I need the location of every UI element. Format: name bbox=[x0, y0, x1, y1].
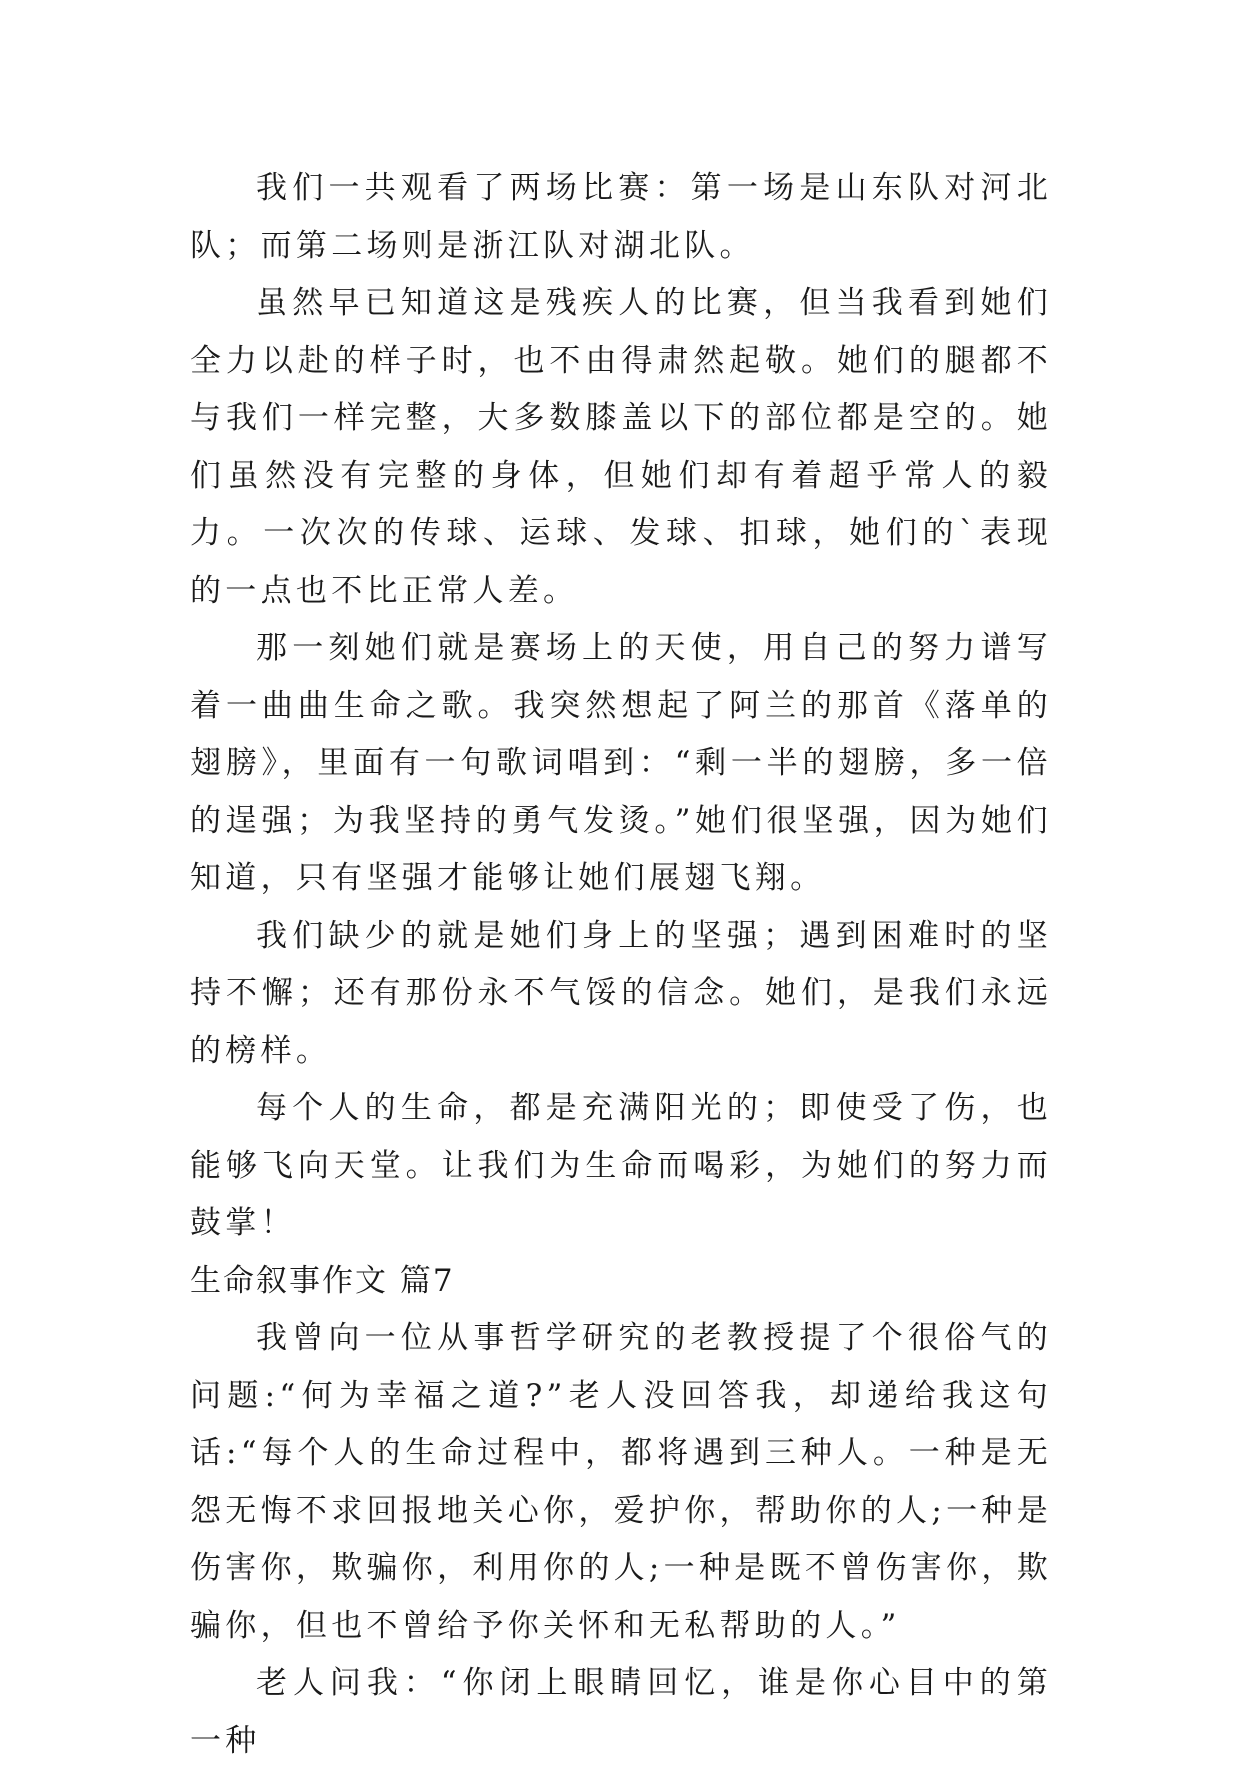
section-heading: 生命叙事作文 篇7 bbox=[190, 1262, 455, 1299]
paragraph-professor: 我曾向一位从事哲学研究的老教授提了个很俗气的问题:“何为幸福之道?”老人没回答我，却递给我这句话:“每个人的生命过程中，都将遇到三种人。一种是无怨无悔不求回报地关心你，爱护你，帮助你的人;一种是伤害你，欺骗你，利用你的人;一种是既不曾伤害你，欺骗你，但也不曾给予你关怀和无私帮助的人。” bbox=[190, 1320, 1052, 1644]
paragraph-angels: 那一刻她们就是赛场上的天使，用自己的努力谱写着一曲曲生命之歌。我突然想起了阿兰的那首《落单的翅膀》，里面有一句歌词唱到：“剩一半的翅膀，多一倍的逞强；为我坚持的勇气发烫。”她们很坚强，因为她们知道，只有坚强才能够让她们展翅飞翔。 bbox=[190, 630, 1052, 896]
paragraph-question: 老人问我：“你闭上眼睛回忆，谁是你心目中的第一种 bbox=[190, 1665, 1052, 1759]
paragraph-sunshine: 每个人的生命，都是充满阳光的；即使受了伤，也能够飞向天堂。让我们为生命而喝彩，为她们的努力而鼓掌！ bbox=[190, 1090, 1052, 1241]
paragraph-role-model: 我们缺少的就是她们身上的坚强；遇到困难时的坚持不懈；还有那份永不气馁的信念。她们，是我们永远的榜样。 bbox=[190, 917, 1052, 1069]
paragraph-admiration: 虽然早已知道这是残疾人的比赛，但当我看到她们全力以赴的样子时，也不由得肃然起敬。她们的腿都不与我们一样完整，大多数膝盖以下的部位都是空的。她们虽然没有完整的身体，但她们却有着超乎常人的毅力。一次次的传球、运球、发球、扣球，她们的`表现的一点也不比正常人差。 bbox=[190, 285, 1052, 609]
paragraph-match: 我们一共观看了两场比赛：第一场是山东队对河北队；而第二场则是浙江队对湖北队。 bbox=[190, 170, 1052, 264]
document-body bbox=[190, 160, 1052, 1770]
